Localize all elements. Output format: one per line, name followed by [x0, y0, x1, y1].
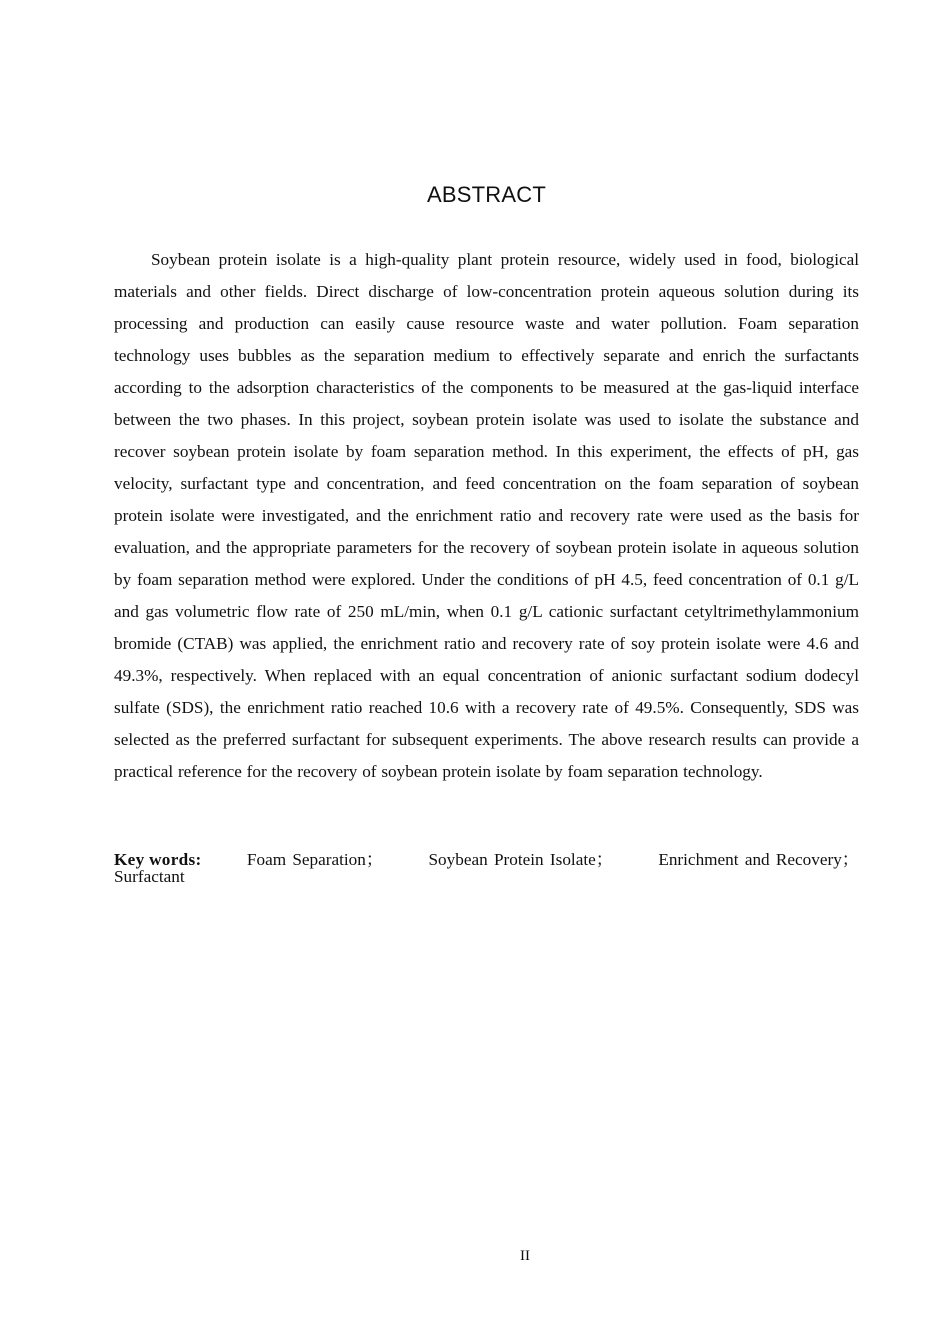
- keywords-row: [114, 851, 859, 868]
- keyword-item: Soybean Protein Isolate；: [428, 850, 613, 869]
- keywords-section: [114, 851, 859, 885]
- keyword-item: Foam Separation；: [246, 850, 384, 869]
- page-number: II: [520, 1248, 530, 1264]
- keywords-label: Key words:: [114, 850, 202, 869]
- keyword-item: Surfactant: [114, 867, 185, 886]
- abstract-paragraph: Soybean protein isolate is a high-quality plant protein resource, widely used in food, biological materials and other fields. Direct discharge of low-concentration protein aqueous solution during its processing and production can easily cause resource waste and water pollution. Foam separation technology uses bubbles as the separation medium to effectively separate and enrich the surfactants according to the adsorption characteristics of the components to be measured at the gas-liquid interface between the two phases. In this project, soybean protein isolate was used to isolate the substance and recover soybean protein isolate by foam separation method. In this experiment, the effects of pH, gas velocity, surfactant type and concentration, and feed concentration on the foam separation of soybean protein isolate were investigated, and the enrichment ratio and recovery rate were used as the basis for evaluation, and the appropriate parameters for the recovery of soybean protein isolate in aqueous solution by foam separation method were explored. Under the conditions of pH 4.5, feed concentration of 0.1 g/L and gas volumetric flow rate of 250 mL/min, when 0.1 g/L cationic surfactant cetyltrimethylammonium bromide (CTAB) was applied, the enrichment ratio and recovery rate of soy protein isolate were 4.6 and 49.3%, respectively. When replaced with an equal concentration of anionic surfactant sodium dodecyl sulfate (SDS), the enrichment ratio reached 10.6 with a recovery rate of 49.5%. Consequently, SDS was selected as the preferred surfactant for subsequent experiments. The above research results can provide a practical reference for the recovery of soybean protein isolate by foam separation technology.: [114, 250, 859, 781]
- abstract-title: ABSTRACT: [427, 182, 546, 207]
- keyword-item: Enrichment and Recovery；: [658, 850, 859, 869]
